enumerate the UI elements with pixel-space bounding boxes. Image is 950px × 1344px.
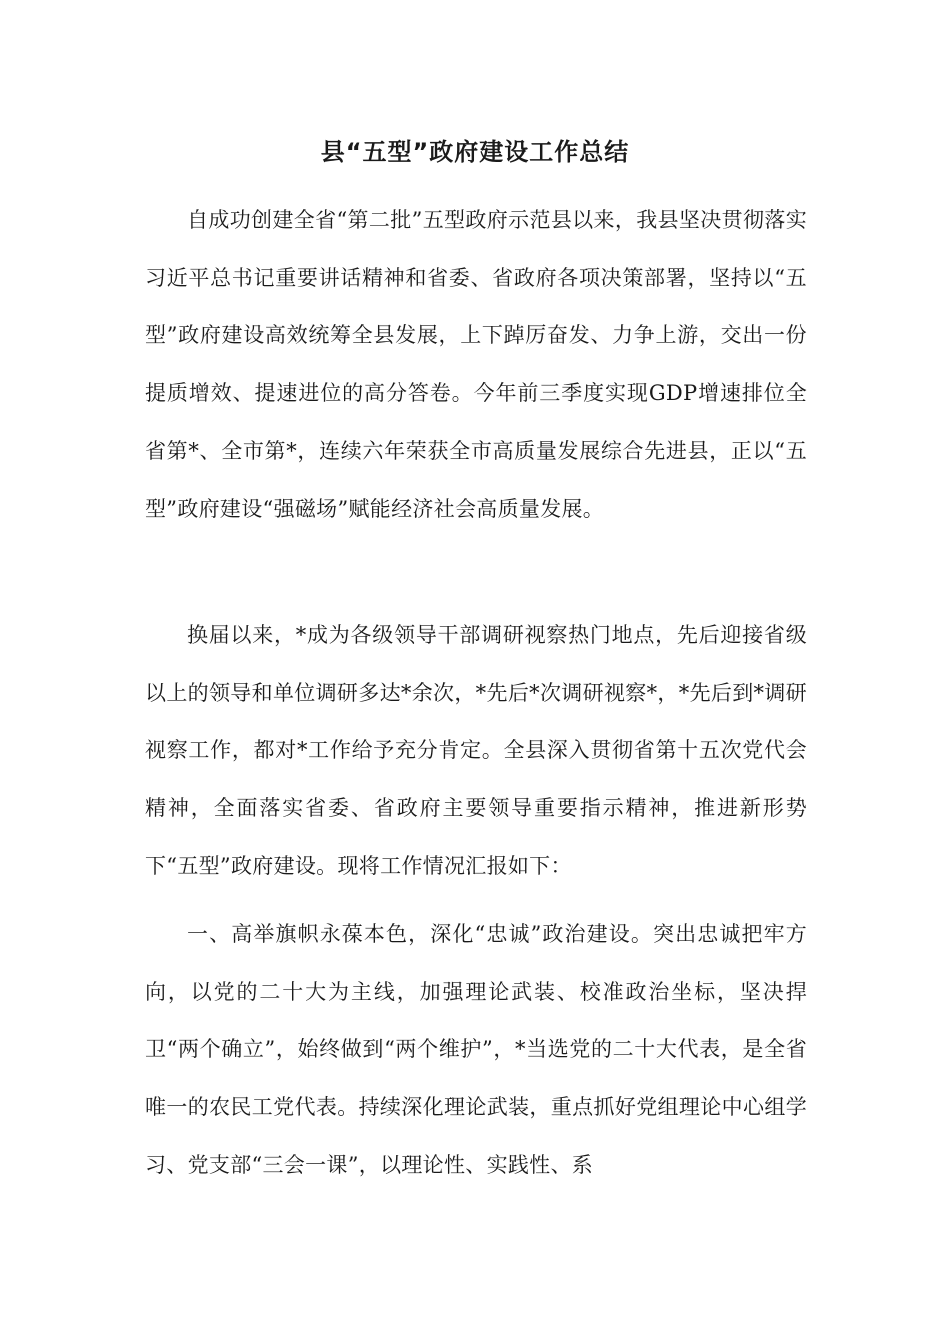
- paragraph-section-one: 一、高举旗帜永葆本色，深化“忠诚”政治建设。突出忠诚把牢方向，以党的二十大为主线，加强理论武装、校准政治坐标，坚决捍卫“两个确立”，始终做到“两个维护”，*当选党的二十大代表，是全省唯一的农民工党代表。持续深化理论武装，重点抓好党组理论中心组学习、党支部“三会一课”，以理论性、实践性、系: [145, 922, 807, 1177]
- paragraph-intro: 自成功创建全省“第二批”五型政府示范县以来，我县坚决贯彻落实习近平总书记重要讲话精神和省委、省政府各项决策部署，坚持以“五型”政府建设高效统筹全县发展，上下踔厉奋发、力争上游，交出一份提质增效、提速进位的高分答卷。今年前三季度实现GDP增速排位全省第*、全市第*，连续六年荣获全市高质量发展综合先进县，正以“五型”政府建设“强磁场”赋能经济社会高质量发展。: [145, 208, 807, 521]
- paragraph-background: 换届以来，*成为各级领导干部调研视察热门地点，先后迎接省级以上的领导和单位调研多达*余次，*先后*次调研视察*，*先后到*调研视察工作，都对*工作给予充分肯定。全县深入贯彻省第十五次党代会精神，全面落实省委、省政府主要领导重要指示精神，推进新形势下“五型”政府建设。现将工作情况汇报如下：: [145, 623, 807, 878]
- document-title: 县“五型”政府建设工作总结: [320, 138, 630, 166]
